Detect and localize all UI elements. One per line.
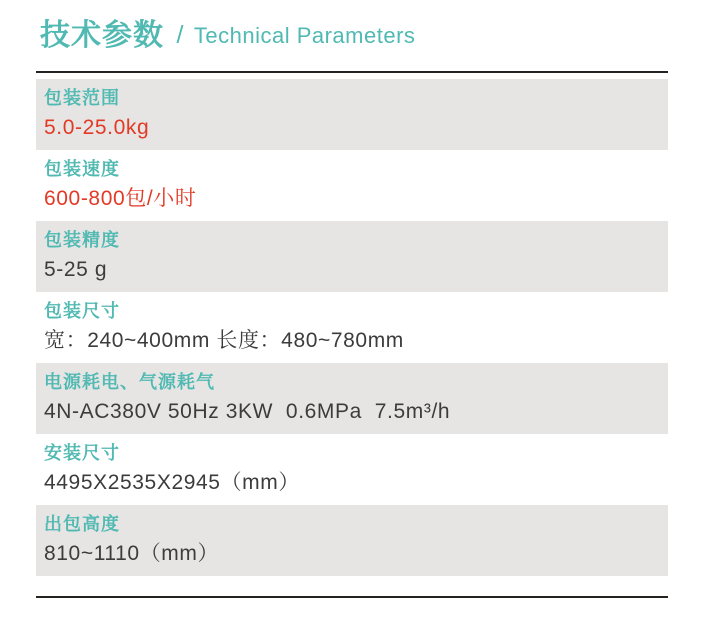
row-label: 包装尺寸: [44, 301, 120, 321]
table-row: [36, 292, 668, 363]
parameters-table: [36, 79, 668, 576]
title-divider: /: [176, 21, 184, 49]
table-row: [36, 505, 668, 576]
row-label: 出包高度: [44, 514, 120, 534]
row-value: 宽：240~400mm 长度：480~780mm: [44, 329, 404, 352]
section-title: [40, 10, 415, 54]
row-value: 4N-AC380V 50Hz 3KW 0.6MPa 7.5m³/h: [44, 400, 451, 423]
table-row: [36, 79, 668, 150]
row-label: 电源耗电、气源耗气: [44, 372, 215, 392]
row-label: 包装精度: [44, 230, 120, 250]
bottom-divider-rule: [36, 596, 668, 598]
row-value: 600-800包/小时: [44, 187, 197, 210]
row-value: 810~1110（mm）: [44, 542, 220, 565]
section-title-en: Technical Parameters: [193, 23, 416, 48]
table-row: [36, 150, 668, 221]
top-divider-rule: [36, 71, 668, 73]
row-value: 4495X2535X2945（mm）: [44, 471, 300, 494]
table-row: [36, 434, 668, 505]
row-label: 安装尺寸: [44, 443, 120, 463]
table-row: [36, 363, 668, 434]
table-row: [36, 221, 668, 292]
row-value: 5-25 g: [44, 258, 108, 281]
row-label: 包装范围: [44, 88, 120, 108]
section-title-zh: 技术参数: [40, 18, 164, 53]
row-value: 5.0-25.0kg: [44, 116, 150, 139]
row-label: 包装速度: [44, 159, 120, 179]
